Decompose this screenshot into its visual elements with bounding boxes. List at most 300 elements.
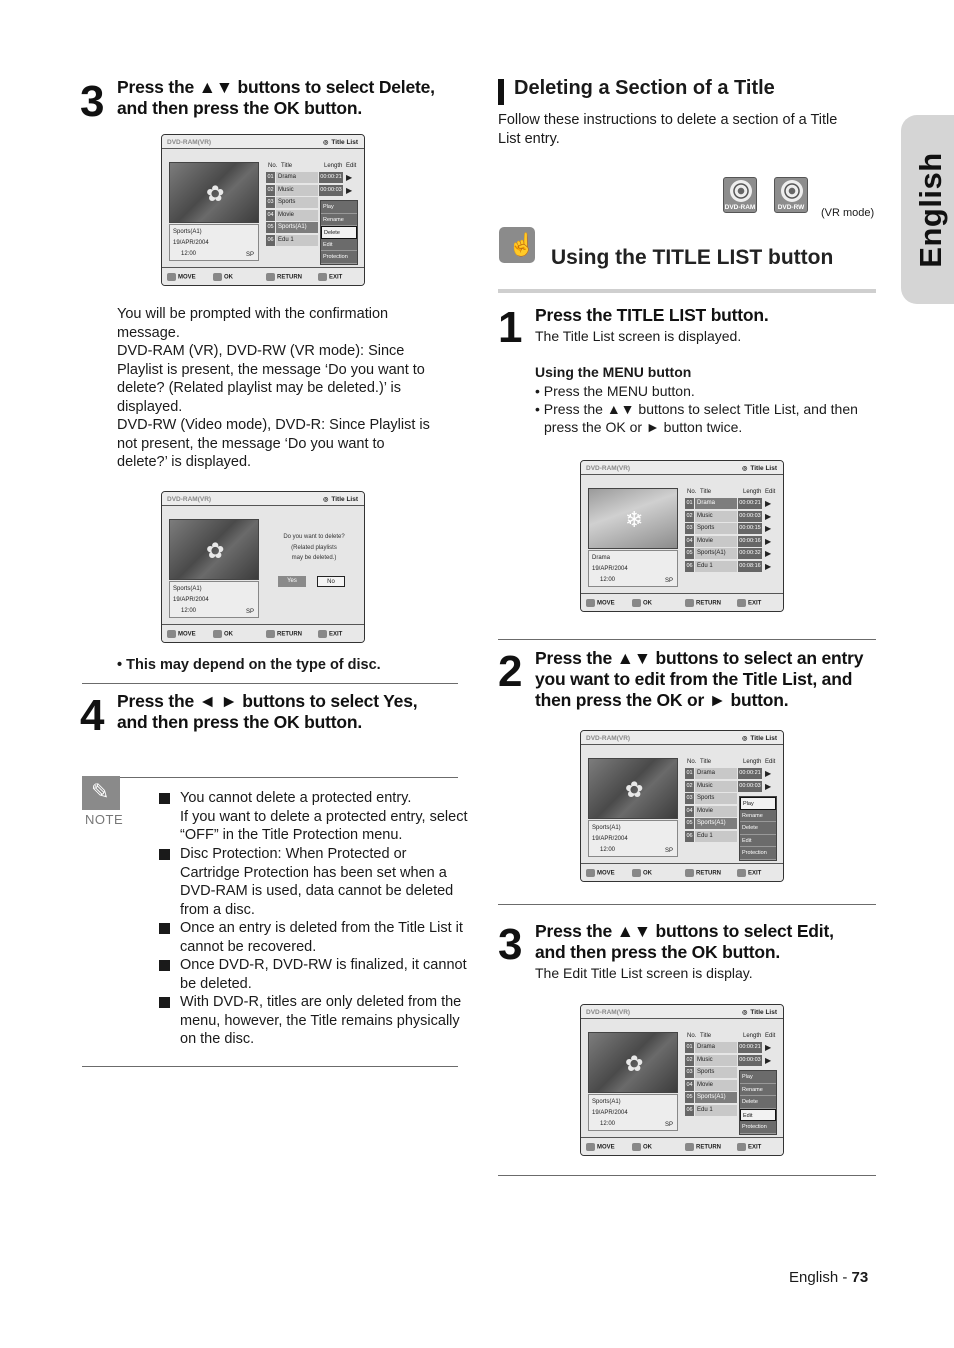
menu-item-protection[interactable]: Protection: [740, 1121, 776, 1134]
osd-footer: [162, 624, 364, 642]
note-item: [180, 919, 463, 956]
text-line: If you want to delete a protected entry, select: [180, 808, 468, 825]
page-footer: [789, 1269, 868, 1286]
move-label: MOVE: [597, 600, 615, 607]
ok-icon: [213, 630, 222, 638]
section-title: Deleting a Section of a Title: [514, 77, 775, 99]
row-length: 00:00:32: [738, 548, 762, 559]
step-title-line: and then press the OK button.: [117, 712, 363, 732]
ok-label: OK: [224, 631, 233, 638]
bullet-square-icon: [159, 793, 170, 804]
play-arrow-icon: ▶: [765, 524, 772, 534]
row-title: Music: [276, 185, 318, 196]
info-date: 19/APR/2004: [173, 240, 209, 246]
info-time: 12:00: [600, 847, 616, 853]
row-no: 06: [685, 561, 694, 572]
step-title: [535, 648, 863, 711]
step-title-line: you want to edit from the Title List, and: [535, 669, 853, 689]
divider: [82, 777, 458, 778]
disc-type: DVD-RAM(VR): [167, 496, 212, 503]
move-icon: [167, 273, 176, 281]
ok-label: OK: [643, 600, 652, 607]
step-number: 2: [498, 647, 523, 696]
row-no: 06: [266, 235, 275, 246]
col-title: Title: [700, 759, 712, 765]
info-sp: SP: [664, 1122, 673, 1128]
row-no: 01: [685, 1042, 694, 1053]
menu-heading: Using the MENU button: [535, 364, 692, 380]
row-title: Drama: [695, 498, 737, 509]
vr-mode-label: (VR mode): [821, 207, 875, 219]
dialog-line: Do you want to delete?: [283, 534, 345, 540]
info-panel: [588, 1094, 678, 1131]
row-no: 05: [685, 1092, 694, 1103]
thumbnail-image: ✿: [588, 758, 678, 819]
edit-menu: [739, 796, 777, 861]
thumbnail-image: ✿: [169, 519, 259, 580]
bullet-square-icon: [159, 849, 170, 860]
table-row[interactable]: [685, 498, 777, 511]
play-arrow-icon: ▶: [346, 185, 353, 195]
no-button[interactable]: No: [317, 576, 345, 587]
info-sp: SP: [245, 252, 254, 258]
return-icon: [685, 1143, 694, 1151]
step-number: 4: [80, 691, 105, 740]
osd-title: ◎ Title List: [742, 735, 777, 742]
col-edit: Edit: [765, 489, 776, 495]
menu-item: • Press the ▲▼ buttons to select Title List, and then: [535, 401, 858, 417]
osd-screen-confirm: [161, 491, 365, 643]
table-row[interactable]: [685, 768, 777, 781]
note-item: [180, 845, 453, 919]
info-time: 12:00: [181, 251, 197, 257]
exit-icon: [318, 273, 327, 281]
return-label: RETURN: [696, 870, 721, 877]
row-no: 03: [685, 1067, 694, 1078]
section-intro: [498, 111, 837, 148]
row-title: Music: [695, 1055, 737, 1066]
row-length: 00:00:21: [319, 172, 343, 183]
divider: [498, 1175, 876, 1176]
row-title: Drama: [276, 172, 318, 183]
divider: [498, 904, 876, 905]
info-time: 12:00: [181, 608, 197, 614]
move-icon: [586, 599, 595, 607]
row-title: Sports: [695, 793, 737, 804]
menu-item: press the OK or ► button twice.: [544, 419, 743, 435]
row-title: Sports: [695, 1067, 737, 1078]
osd-footer: [162, 267, 364, 285]
row-no: 02: [685, 511, 694, 522]
info-panel: [169, 581, 259, 618]
note-item: [180, 956, 467, 993]
col-length: Length: [324, 163, 343, 169]
osd-screen-edit-menu: [580, 1004, 784, 1156]
text-line: menu, however, the Title remains physically: [180, 1012, 460, 1029]
step-title-line: Press the ◄ ► buttons to select Yes,: [117, 691, 418, 711]
menu-item-play[interactable]: Play: [740, 1071, 776, 1084]
row-length: 00:00:16: [738, 536, 762, 547]
row-title: Edu 1: [695, 831, 737, 842]
table-row[interactable]: [685, 511, 777, 524]
row-title: Sports(A1): [695, 818, 737, 829]
exit-icon: [737, 599, 746, 607]
info-title: Drama: [592, 555, 611, 561]
return-label: RETURN: [696, 600, 721, 607]
row-title: Drama: [695, 1042, 737, 1053]
thumbnail-image: ❄: [588, 488, 678, 549]
text-line: not present, the message ‘Do you want to: [117, 435, 385, 452]
note-label: NOTE: [85, 812, 124, 827]
move-label: MOVE: [597, 1144, 615, 1151]
ok-icon: [632, 869, 641, 877]
step-title-line: and then press the OK button.: [535, 942, 781, 962]
disc-type: DVD-RAM(VR): [586, 1009, 631, 1016]
page-number: 73: [851, 1269, 869, 1286]
menu-item-play[interactable]: Play: [740, 797, 776, 810]
row-title: Sports(A1): [695, 1092, 737, 1103]
text-line: You will be prompted with the confirmation: [117, 306, 389, 322]
row-no: 04: [685, 1080, 694, 1091]
dvd-ram-icon: [723, 177, 757, 213]
osd-header: [581, 461, 783, 475]
row-length: 00:00:15: [738, 523, 762, 534]
info-title: Sports(A1): [592, 825, 621, 831]
text-line: message.: [117, 324, 180, 341]
row-no: 06: [685, 1105, 694, 1116]
row-length: 00:08:16: [738, 561, 762, 572]
disc-type: DVD-RAM(VR): [586, 465, 631, 472]
osd-header: [581, 1005, 783, 1019]
row-no: 03: [685, 793, 694, 804]
menu-item-rename[interactable]: Rename: [321, 214, 357, 227]
step-number: 3: [80, 77, 105, 126]
info-title: Sports(A1): [173, 229, 202, 235]
row-title: Drama: [695, 768, 737, 779]
row-title: Sports(A1): [276, 222, 318, 233]
exit-label: EXIT: [748, 600, 762, 607]
row-no: 06: [685, 831, 694, 842]
text-line: List entry.: [498, 130, 560, 147]
thumbnail-image: ✿: [169, 162, 259, 223]
row-length: 00:00:03: [738, 781, 762, 792]
osd-header: [162, 135, 364, 149]
row-title: Edu 1: [695, 561, 737, 572]
step-number: 1: [498, 303, 523, 352]
edit-menu: [320, 200, 358, 265]
row-no: 05: [266, 222, 275, 233]
osd-screen-play-menu: [580, 730, 784, 882]
text-line: Playlist is present, the message ‘Do you want to: [117, 361, 425, 378]
col-no: No.: [687, 759, 697, 765]
menu-item-protection[interactable]: Protection: [321, 251, 357, 264]
osd-screen-delete-menu: [161, 134, 365, 286]
step-desc: The Title List screen is displayed.: [535, 328, 742, 344]
row-title: Edu 1: [276, 235, 318, 246]
exit-label: EXIT: [748, 1144, 762, 1151]
move-label: MOVE: [178, 274, 196, 281]
step-title-line: then press the OK or ► button.: [535, 690, 789, 710]
prompt-text: [117, 305, 430, 472]
info-sp: SP: [245, 609, 254, 615]
menu-item-delete[interactable]: Delete: [740, 1096, 776, 1109]
language-tab: [901, 115, 954, 304]
col-edit: Edit: [765, 1033, 776, 1039]
subsection-title: Using the TITLE LIST button: [551, 246, 834, 269]
menu-item-edit[interactable]: Edit: [740, 1109, 776, 1122]
title-rows: [685, 498, 777, 574]
menu-item-play[interactable]: Play: [321, 201, 357, 214]
text-line: DVD-RAM is used, data cannot be deleted: [180, 883, 454, 899]
note-item: [180, 993, 461, 1049]
text-line: DVD-RAM (VR), DVD-RW (VR mode): Since: [117, 343, 405, 359]
play-arrow-icon: ▶: [765, 536, 772, 546]
step-title-line: Press the ▲▼ buttons to select Edit,: [535, 921, 834, 941]
text-line: DVD-RW (Video mode), DVD-R: Since Playlist is: [117, 417, 430, 433]
text-line: Follow these instructions to delete a section of a Title: [498, 112, 838, 128]
thumbnail-image: ✿: [588, 1032, 678, 1093]
osd-footer: [581, 863, 783, 881]
col-no: No.: [268, 163, 278, 169]
play-arrow-icon: ▶: [765, 769, 772, 778]
info-sp: SP: [664, 848, 673, 854]
row-length: 00:00:21: [738, 498, 762, 509]
row-title: Sports: [695, 523, 737, 534]
info-date: 19/APR/2004: [173, 597, 209, 603]
menu-item-rename[interactable]: Rename: [740, 810, 776, 823]
return-label: RETURN: [277, 631, 302, 638]
step-number: 3: [498, 920, 523, 969]
menu-item-protection[interactable]: Protection: [740, 847, 776, 860]
col-no: No.: [687, 1033, 697, 1039]
info-date: 19/APR/2004: [592, 566, 628, 572]
row-no: 03: [266, 197, 275, 208]
play-arrow-icon: ▶: [765, 511, 772, 521]
text-line: delete? (Related playlist may be deleted.)’ is: [117, 380, 401, 396]
info-date: 19/APR/2004: [592, 836, 628, 842]
info-title: Sports(A1): [592, 1099, 621, 1105]
info-panel: [169, 224, 259, 261]
osd-footer: [581, 1137, 783, 1155]
table-row[interactable]: [685, 536, 777, 549]
table-row[interactable]: [685, 548, 777, 561]
move-label: MOVE: [178, 631, 196, 638]
yes-button[interactable]: Yes: [278, 576, 306, 587]
bullet-square-icon: [159, 997, 170, 1008]
text-line: “OFF” in the Title Protection menu.: [180, 827, 403, 843]
osd-screen-title-list: [580, 460, 784, 612]
edit-menu: [739, 1070, 777, 1135]
table-row[interactable]: [685, 1055, 777, 1068]
row-title: Sports(A1): [695, 548, 737, 559]
menu-item-delete[interactable]: Delete: [740, 822, 776, 835]
step-desc: The Edit Title List screen is display.: [535, 965, 753, 981]
confirm-dialog: [268, 532, 360, 564]
text-line: cannot be recovered.: [180, 938, 317, 955]
text-line: You cannot delete a protected entry.: [180, 790, 412, 806]
exit-icon: [737, 1143, 746, 1151]
disc-type: DVD-RAM(VR): [167, 139, 212, 146]
row-no: 04: [685, 806, 694, 817]
dialog-line: (Related playlists: [291, 544, 337, 551]
row-no: 05: [685, 548, 694, 559]
step-title: [535, 921, 834, 963]
play-arrow-icon: ▶: [765, 561, 772, 571]
row-no: 01: [685, 768, 694, 779]
osd-header: [581, 731, 783, 745]
step-title-line: Press the ▲▼ buttons to select an entry: [535, 648, 864, 668]
row-title: Edu 1: [695, 1105, 737, 1116]
info-title: Sports(A1): [173, 586, 202, 592]
row-length: 00:00:21: [738, 1042, 762, 1053]
return-icon: [266, 630, 275, 638]
exit-label: EXIT: [329, 631, 343, 638]
info-sp: SP: [664, 578, 673, 584]
text-line: displayed.: [117, 398, 183, 415]
table-row[interactable]: [685, 523, 777, 536]
osd-footer: [581, 593, 783, 611]
osd-title: ◎ Title List: [742, 465, 777, 472]
col-no: No.: [687, 489, 697, 495]
bullet-square-icon: [159, 923, 170, 934]
col-length: Length: [743, 489, 762, 495]
ok-icon: [632, 1143, 641, 1151]
text-line: Once DVD-R, DVD-RW is finalized, it cannot: [180, 957, 467, 973]
menu-item-edit[interactable]: Edit: [740, 835, 776, 848]
return-label: RETURN: [277, 274, 302, 281]
osd-title: ◎ Title List: [323, 496, 358, 503]
text-line: be deleted.: [180, 975, 252, 992]
play-arrow-icon: ▶: [346, 173, 353, 182]
text-line: With DVD-R, titles are only deleted from the: [180, 994, 462, 1010]
note-item: [180, 789, 467, 845]
row-length: 00:00:03: [738, 511, 762, 522]
osd-header: [162, 492, 364, 506]
play-arrow-icon: ▶: [765, 1055, 772, 1065]
text-line: from a disc.: [180, 901, 255, 918]
step-title-line: Press the ▲▼ buttons to select Delete,: [117, 77, 435, 97]
note-pencil-icon: [82, 776, 120, 810]
col-length: Length: [743, 1033, 762, 1039]
text-line: Cartridge Protection has been set when a: [180, 864, 447, 881]
col-title: Title: [700, 489, 712, 495]
return-label: RETURN: [696, 1144, 721, 1151]
footer-label: English -: [789, 1269, 852, 1286]
col-edit: Edit: [765, 759, 776, 765]
dialog-line: may be deleted.): [291, 555, 337, 561]
row-title: Movie: [276, 210, 318, 221]
move-icon: [167, 630, 176, 638]
table-row[interactable]: [685, 561, 777, 574]
info-panel: [588, 550, 678, 587]
row-length: 00:00:03: [738, 1055, 762, 1066]
divider: [498, 639, 876, 640]
info-time: 12:00: [600, 1121, 616, 1127]
row-no: 02: [266, 185, 275, 196]
language-tab-label: English: [913, 151, 948, 268]
menu-item-delete[interactable]: Delete: [321, 226, 357, 239]
divider: [82, 683, 458, 684]
menu-item-edit[interactable]: Edit: [321, 239, 357, 252]
step-title: Press the TITLE LIST button.: [535, 305, 769, 325]
move-label: MOVE: [597, 870, 615, 877]
col-title: Title: [281, 163, 293, 169]
move-icon: [586, 869, 595, 877]
row-no: 02: [685, 781, 694, 792]
row-title: Movie: [695, 806, 737, 817]
row-title: Movie: [695, 1080, 737, 1091]
info-panel: [588, 820, 678, 857]
ok-icon: [632, 599, 641, 607]
row-title: Music: [695, 511, 737, 522]
exit-label: EXIT: [329, 274, 343, 281]
subsection-underline: [498, 289, 876, 293]
row-no: 05: [685, 818, 694, 829]
osd-title: ◎ Title List: [742, 1009, 777, 1016]
play-arrow-icon: ▶: [765, 499, 772, 508]
step-title: [117, 77, 435, 119]
row-no: 01: [685, 498, 694, 509]
ok-icon: [213, 273, 222, 281]
ok-label: OK: [643, 1144, 652, 1151]
row-no: 04: [685, 536, 694, 547]
dvd-ram-label: DVD-RAM: [724, 204, 756, 211]
bullet-square-icon: [159, 960, 170, 971]
row-title: Movie: [695, 536, 737, 547]
dvd-rw-label: DVD-RW: [777, 204, 805, 211]
row-no: 02: [685, 1055, 694, 1066]
text-line: delete?’ is displayed.: [117, 454, 252, 470]
row-no: 04: [266, 210, 275, 221]
col-length: Length: [743, 759, 762, 765]
row-no: 03: [685, 523, 694, 534]
text-line: Disc Protection: When Protected or: [180, 846, 407, 862]
menu-item: • Press the MENU button.: [535, 383, 695, 399]
table-row[interactable]: [266, 172, 358, 185]
return-icon: [685, 599, 694, 607]
step-title-line: and then press the OK button.: [117, 98, 363, 118]
info-time: 12:00: [600, 577, 616, 583]
dvd-rw-icon: [774, 177, 808, 213]
table-row[interactable]: [685, 781, 777, 794]
exit-label: EXIT: [748, 870, 762, 877]
row-length: 00:00:03: [319, 185, 343, 196]
ok-label: OK: [643, 870, 652, 877]
row-length: 00:00:21: [738, 768, 762, 779]
text-line: on the disc.: [180, 1031, 255, 1047]
exit-icon: [737, 869, 746, 877]
hand-pointer-icon: [499, 227, 535, 263]
row-no: 01: [266, 172, 275, 183]
col-edit: Edit: [346, 163, 357, 169]
ok-label: OK: [224, 274, 233, 281]
disc-type: DVD-RAM(VR): [586, 735, 631, 742]
play-arrow-icon: ▶: [765, 549, 772, 559]
return-icon: [685, 869, 694, 877]
return-icon: [266, 273, 275, 281]
step-title: [117, 691, 417, 733]
table-row[interactable]: [266, 185, 358, 198]
table-row[interactable]: [685, 1042, 777, 1055]
exit-icon: [318, 630, 327, 638]
play-arrow-icon: ▶: [765, 781, 772, 791]
col-title: Title: [700, 1033, 712, 1039]
divider: [82, 1066, 458, 1067]
disc-note: • This may depend on the type of disc.: [117, 657, 381, 673]
play-arrow-icon: ▶: [765, 1043, 772, 1052]
menu-item-rename[interactable]: Rename: [740, 1084, 776, 1097]
move-icon: [586, 1143, 595, 1151]
